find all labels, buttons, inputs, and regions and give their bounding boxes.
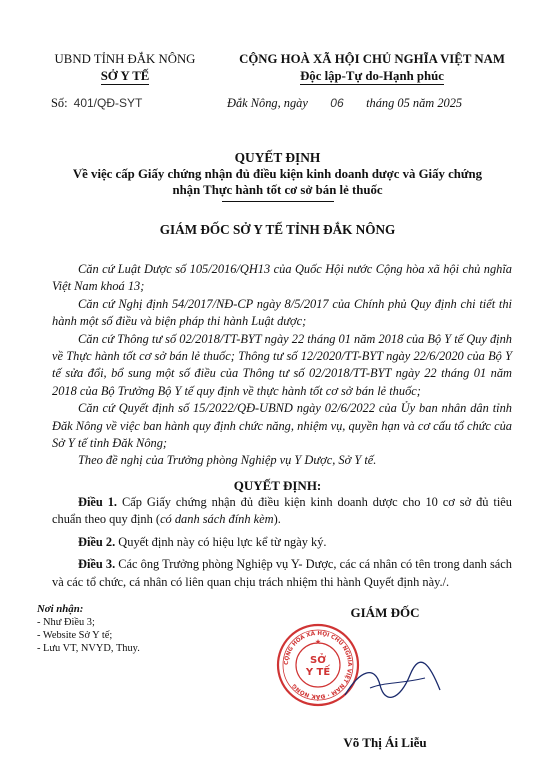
star-icon: ★ — [314, 638, 322, 646]
article-text-end: ). — [273, 512, 281, 527]
article-text-italic: có danh sách đính kèm — [160, 512, 274, 527]
national-motto — [222, 69, 522, 84]
motto-text: Độc lập-Tự do-Hạnh phúc — [300, 69, 444, 83]
decision-heading: QUYẾT ĐỊNH: — [233, 478, 322, 493]
issuing-agency-province: UBND TỈNH ĐẮK NÔNG — [54, 52, 196, 66]
document-number-label: Số: — [51, 96, 68, 110]
document-number — [51, 96, 142, 111]
article-text: Cấp Giấy chứng nhận đủ điều kiện kinh doanh dược cho 10 cơ sở đủ tiêu chuẩn theo quy định ( — [52, 495, 512, 527]
authority-heading: GIÁM ĐỐC SỞ Y TẾ TỈNH ĐẮK NÔNG — [159, 222, 396, 237]
legal-bases — [52, 261, 512, 470]
recipient-item: - Như Điều 3; — [37, 617, 95, 628]
document-subject-line2: nhận Thực hành tốt cơ sở bán lẻ thuốc — [172, 183, 383, 197]
date-day: 06 — [330, 96, 344, 110]
recipients — [37, 603, 140, 655]
national-title: CỘNG HOÀ XÃ HỘI CHỦ NGHĨA VIỆT NAM — [239, 52, 505, 66]
recipient-item: - Lưu VT, NVYD, Thuy. — [37, 643, 140, 654]
issuing-agency-department — [40, 69, 210, 84]
document-number-value: 401/QĐ-SYT — [73, 96, 143, 110]
article-2 — [52, 534, 512, 551]
document-title: QUYẾT ĐỊNH — [234, 150, 321, 165]
seal-center-line2: Y TẾ — [305, 667, 331, 678]
title-rule — [222, 201, 334, 202]
article-3 — [52, 556, 512, 591]
legal-basis-item: Căn cứ Quyết định số 15/2022/QĐ-UBND ngày 02/6/2022 của Ủy ban nhân dân tỉnh Đăk Nông về việc ban hành quy định chức năng, nhiệm vụ, quyền hạn và cơ cấu tổ chức của Sở Y tế tỉnh Đăk Nông; — [52, 401, 512, 451]
place-date-prefix: Đắk Nông, ngày — [227, 96, 308, 110]
signer-title: GIÁM ĐỐC — [350, 605, 420, 620]
legal-basis-item: Căn cứ Luật Dược số 105/2016/QH13 của Quốc Hội nước Cộng hòa xã hội chủ nghĩa Việt Nam khoá 13; — [52, 262, 512, 294]
recipient-item: - Website Sở Y tế; — [37, 630, 113, 641]
article-text: Quyết định này có hiệu lực kể từ ngày ký. — [118, 534, 327, 549]
article-label: Điều 3. — [78, 557, 116, 572]
department-name: SỞ Y TẾ — [100, 69, 150, 83]
legal-basis-item: Căn cứ Thông tư số 02/2018/TT-BYT ngày 22 tháng 01 năm 2018 của Bộ Y tế Quy định về Thực hành tốt cơ sở bán lẻ thuốc; Thông tư số 12/2020/TT-BYT ngày 22/6/2020 của Bộ Y tế sửa đổi, bổ sung một số điều của Thông tư số 02/2018/TT-BYT ngày 22 tháng 01 năm 2018 của Bộ Trưởng Bộ Y tế quy định về thực hành tốt cơ sở bán lẻ thuốc; — [52, 331, 513, 398]
place-and-date — [227, 96, 462, 111]
articles — [52, 494, 512, 591]
handwritten-signature — [340, 660, 450, 705]
legal-basis-item: Căn cứ Nghị định 54/2017/NĐ-CP ngày 8/5/2017 của Chính phủ Quy định chi tiết thi hành một số điều và biện pháp thi hành Luật dược; — [52, 296, 512, 329]
article-1 — [52, 494, 512, 529]
article-label: Điều 1. — [78, 495, 118, 509]
date-suffix: tháng 05 năm 2025 — [366, 96, 463, 110]
document-subject-line1: Về việc cấp Giấy chứng nhận đủ điều kiện kinh doanh dược và Giấy chứng — [72, 167, 483, 181]
recipients-heading: Nơi nhận: — [37, 603, 84, 615]
seal-ring-text: CỘNG HÒA XÃ HỘI CHỦ NGHĨA VIỆT NAM · ĐẮK NÔNG — [283, 630, 353, 700]
legal-basis-item: Theo đề nghị của Trưởng phòng Nghiệp vụ Y Dược, Sở Y tế. — [78, 453, 377, 468]
seal-center-line1: SỞ — [310, 655, 326, 666]
article-text: Các ông Trưởng phòng Nghiệp vụ Y- Dược, các cá nhân có tên trong danh sách và các tổ chức, cá nhân có liên quan chịu trách nhiệm thi hành Quyết định này./. — [52, 557, 512, 589]
article-label: Điều 2. — [78, 534, 116, 549]
signer-name: Võ Thị Ái Liễu — [343, 735, 427, 750]
